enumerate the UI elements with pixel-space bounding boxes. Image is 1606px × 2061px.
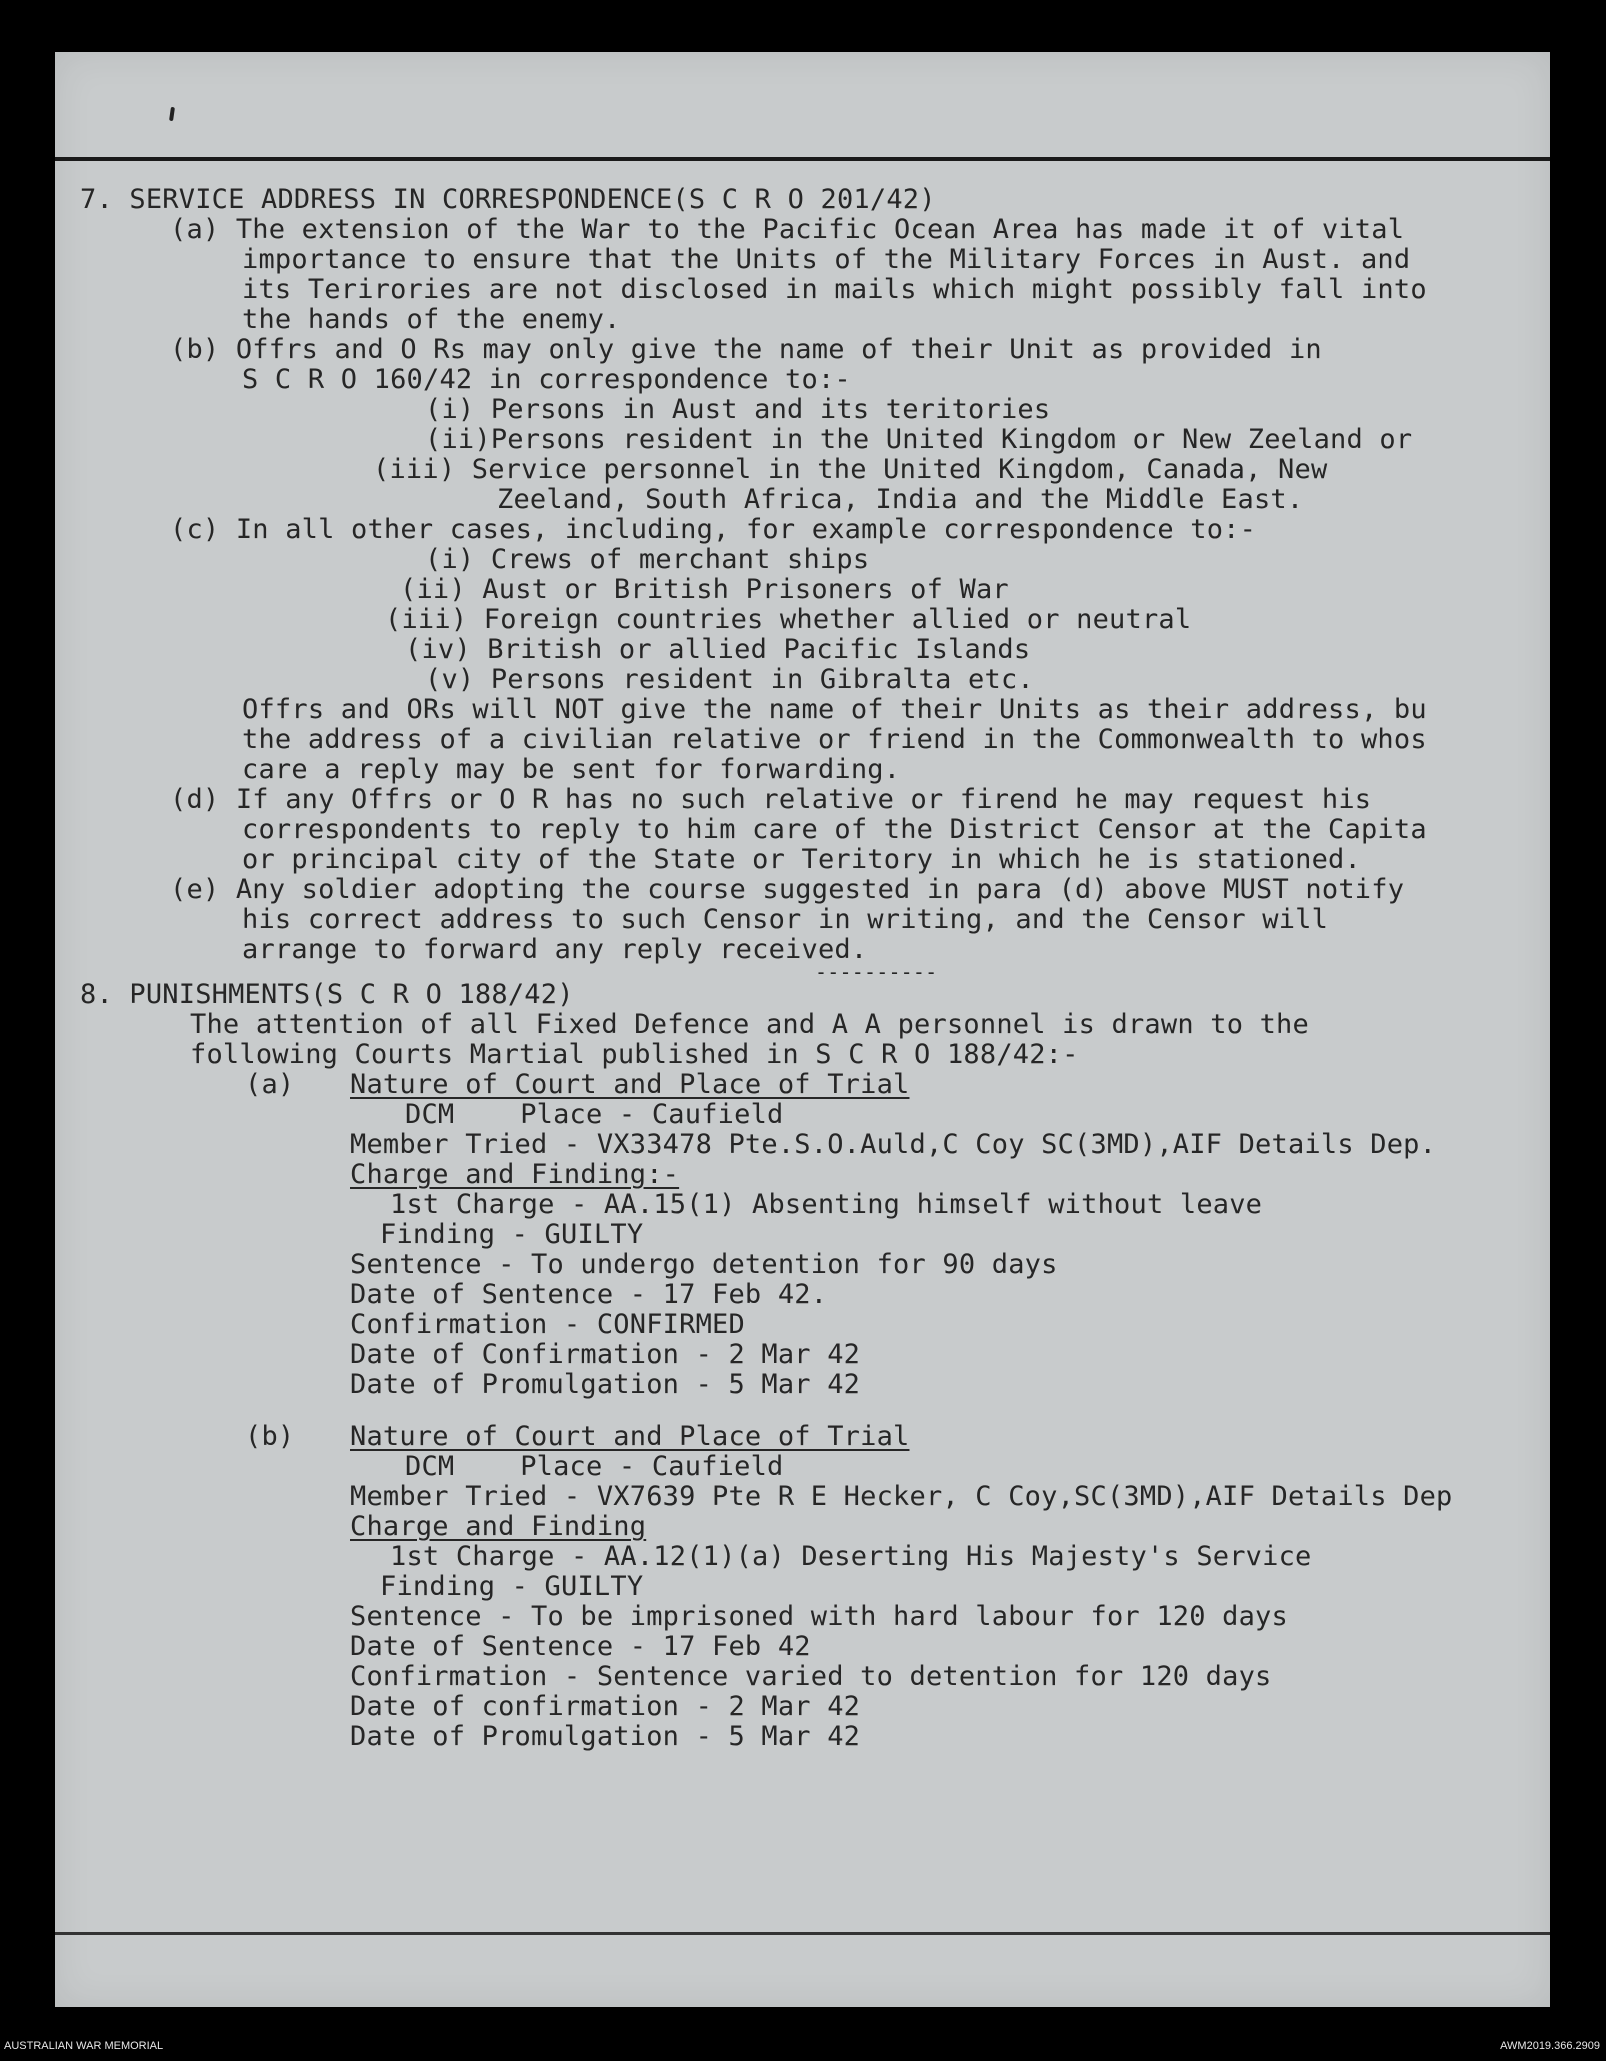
footer-institution: AUSTRALIAN WAR MEMORIAL bbox=[4, 2040, 164, 2052]
top-rule bbox=[55, 157, 1550, 161]
s7-line-a2: importance to ensure that the Units of the Military Forces in Aust. and bbox=[242, 244, 1411, 275]
s7-line-c-i: (i) Crews of merchant ships bbox=[425, 544, 870, 575]
s7-line-a1: (a) The extension of the War to the Pacific Ocean Area has made it of vital bbox=[170, 214, 1405, 245]
case-b-confirmation: Confirmation - Sentence varied to detention for 120 days bbox=[350, 1661, 1272, 1692]
case-b-member: Member Tried - VX7639 Pte R E Hecker, C Coy,SC(3MD),AIF Details Dep bbox=[350, 1481, 1453, 1512]
s7-line-d3: or principal city of the State or Teritory in which he is stationed. bbox=[242, 844, 1361, 875]
s7-line-b2: S C R O 160/42 in correspondence to:- bbox=[242, 364, 851, 395]
s7-line-c-iv: (iv) British or allied Pacific Islands bbox=[405, 634, 1031, 665]
bottom-rule bbox=[55, 1932, 1550, 1935]
case-a-confirmation: Confirmation - CONFIRMED bbox=[350, 1309, 745, 1340]
case-b-label: (b) bbox=[245, 1421, 295, 1452]
case-a-nature: Nature of Court and Place of Trial bbox=[350, 1069, 910, 1100]
s7-line-e3: arrange to forward any reply received. bbox=[242, 934, 868, 965]
case-a-date-promulgation: Date of Promulgation - 5 Mar 42 bbox=[350, 1369, 861, 1400]
case-b-sentence: Sentence - To be imprisoned with hard labour for 120 days bbox=[350, 1601, 1288, 1632]
ink-mark bbox=[169, 107, 175, 121]
s7-line-c-note3: care a reply may be sent for forwarding. bbox=[242, 754, 901, 785]
case-b-charge: 1st Charge - AA.12(1)(a) Deserting His Majesty's Service bbox=[390, 1541, 1312, 1572]
case-a-date-confirmation: Date of Confirmation - 2 Mar 42 bbox=[350, 1339, 861, 1370]
document-page bbox=[55, 52, 1550, 2007]
case-a-sentence: Sentence - To undergo detention for 90 days bbox=[350, 1249, 1058, 1280]
case-a-member: Member Tried - VX33478 Pte.S.O.Auld,C Coy SC(3MD),AIF Details Dep. bbox=[350, 1129, 1437, 1160]
case-b-finding: Finding - GUILTY bbox=[380, 1571, 644, 1602]
case-b-court: DCM Place - Caufield bbox=[405, 1451, 784, 1482]
s7-line-d1: (d) If any Offrs or O R has no such relative or firend he may request his bbox=[170, 784, 1372, 815]
footer-accession-number: AWM2019.366.2909 bbox=[1500, 2040, 1600, 2052]
case-a-court: DCM Place - Caufield bbox=[405, 1099, 784, 1130]
case-a-charge: 1st Charge - AA.15(1) Absenting himself without leave bbox=[390, 1189, 1263, 1220]
section-8-heading: 8. PUNISHMENTS(S C R O 188/42) bbox=[80, 979, 574, 1010]
case-b-nature: Nature of Court and Place of Trial bbox=[350, 1421, 910, 1452]
s7-line-c1: (c) In all other cases, including, for example correspondence to:- bbox=[170, 514, 1257, 545]
case-b-date-promulgation: Date of Promulgation - 5 Mar 42 bbox=[350, 1721, 861, 1752]
s7-line-c-ii: (ii) Aust or British Prisoners of War bbox=[400, 574, 1009, 605]
s7-line-b-i: (i) Persons in Aust and its teritories bbox=[425, 394, 1051, 425]
s7-line-b-iii-cont: Zeeland, South Africa, India and the Middle East. bbox=[497, 484, 1304, 515]
s7-line-b1: (b) Offrs and O Rs may only give the name of their Unit as provided in bbox=[170, 334, 1322, 365]
section-7-heading: 7. SERVICE ADDRESS IN CORRESPONDENCE(S C R O 201/42) bbox=[80, 184, 936, 215]
case-a-label: (a) bbox=[245, 1069, 295, 1100]
s7-line-e2: his correct address to such Censor in writing, and the Censor will bbox=[242, 904, 1329, 935]
s7-line-c-note1: Offrs and ORs will NOT give the name of their Units as their address, bu bbox=[242, 694, 1427, 725]
s7-line-c-iii: (iii) Foreign countries whether allied or neutral bbox=[385, 604, 1192, 635]
s7-line-d2: correspondents to reply to him care of the District Censor at the Capita bbox=[242, 814, 1427, 845]
case-a-charge-header: Charge and Finding:- bbox=[350, 1159, 680, 1190]
s7-line-b-iii: (iii) Service personnel in the United Kingdom, Canada, New bbox=[373, 454, 1328, 485]
s7-line-e1: (e) Any soldier adopting the course suggested in para (d) above MUST notify bbox=[170, 874, 1405, 905]
s7-line-c-note2: the address of a civilian relative or friend in the Commonwealth to whos bbox=[242, 724, 1427, 755]
s8-intro-1: The attention of all Fixed Defence and A A personnel is drawn to the bbox=[190, 1009, 1309, 1040]
section-separator: ---------- bbox=[815, 960, 938, 984]
case-a-date-sentence: Date of Sentence - 17 Feb 42. bbox=[350, 1279, 828, 1310]
s7-line-b-ii: (ii)Persons resident in the United Kingdom or New Zeeland or bbox=[425, 424, 1413, 455]
case-b-date-confirmation: Date of confirmation - 2 Mar 42 bbox=[350, 1691, 861, 1722]
s8-intro-2: following Courts Martial published in S C R O 188/42:- bbox=[190, 1039, 1079, 1070]
s7-line-a3: its Terirories are not disclosed in mails which might possibly fall into bbox=[242, 274, 1427, 305]
case-b-date-sentence: Date of Sentence - 17 Feb 42 bbox=[350, 1631, 811, 1662]
s7-line-c-v: (v) Persons resident in Gibralta etc. bbox=[425, 664, 1034, 695]
s7-line-a4: the hands of the enemy. bbox=[242, 304, 621, 335]
case-b-charge-header: Charge and Finding bbox=[350, 1511, 647, 1542]
case-a-finding: Finding - GUILTY bbox=[380, 1219, 644, 1250]
